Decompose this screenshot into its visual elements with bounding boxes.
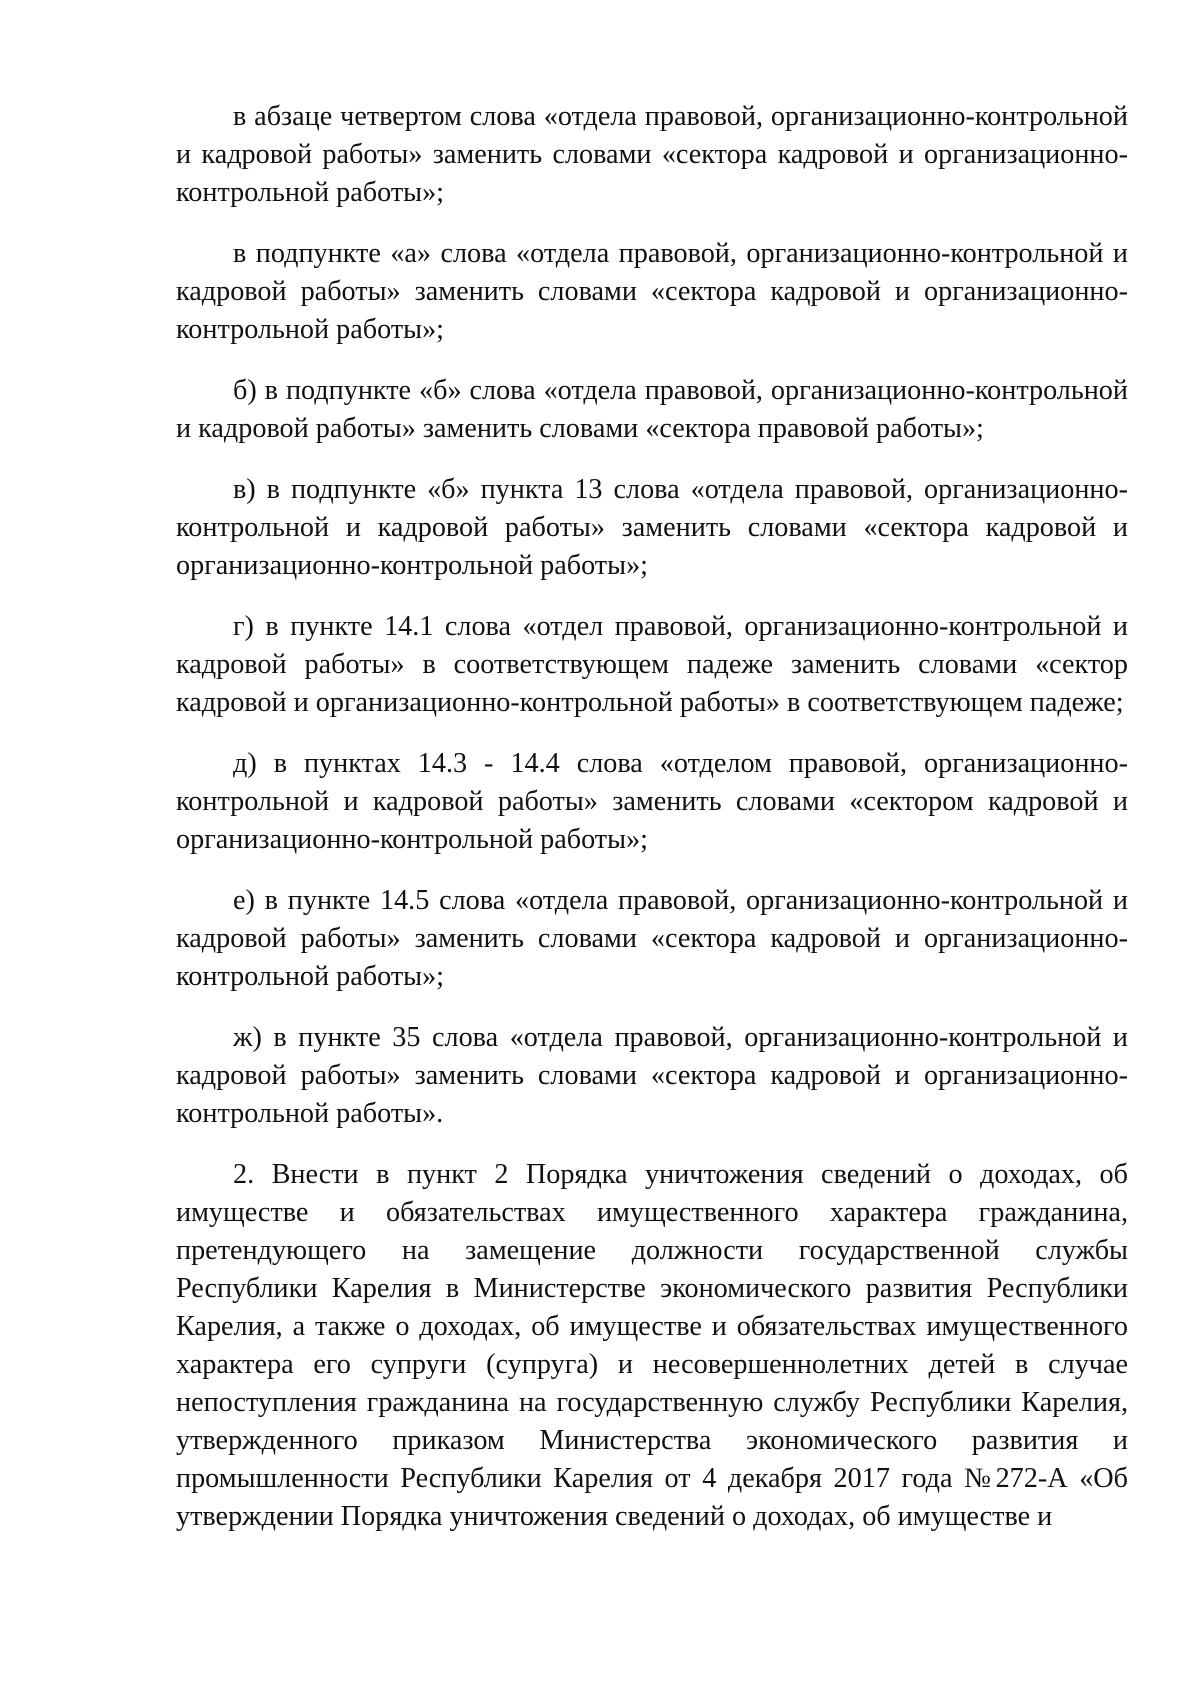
paragraph-b: б) в подпункте «б» слова «отдела правовой, организационно-контрольной и кадровой работы» заменить словами «сектора правовой работы»;	[176, 375, 1128, 444]
paragraph-podpunkt-a: в подпункте «а» слова «отдела правовой, организационно-контрольной и кадровой работы» заменить словами «сектора кадровой и организационно-контрольной работы»;	[176, 238, 1128, 345]
paragraph-g: г) в пункте 14.1 слова «отдел правовой, организационно-контрольной и кадровой работы» в соответствующем падеже заменить словами «сектор кадровой и организационно-контрольной работы» в соответствующем падеже;	[176, 611, 1128, 718]
paragraph-zh: ж) в пункте 35 слова «отдела правовой, организационно-контрольной и кадровой работы» заменить словами «сектора кадровой и организационно-контрольной работы».	[176, 1022, 1128, 1129]
paragraph-d: д) в пунктах 14.3 - 14.4 слова «отделом правовой, организационно-контрольной и кадровой работы» заменить словами «сектором кадровой и организационно-контрольной работы»;	[176, 748, 1128, 855]
paragraph-v: в) в подпункте «б» пункта 13 слова «отдела правовой, организационно-контрольной и кадровой работы» заменить словами «сектора кадровой и организационно-контрольной работы»;	[176, 474, 1128, 581]
document-body	[176, 98, 1128, 1559]
paragraph-abzats-chetvertyi: в абзаце четвертом слова «отдела правовой, организационно-контрольной и кадровой работы» заменить словами «сектора кадровой и организационно-контрольной работы»;	[176, 101, 1128, 208]
paragraph-e: е) в пункте 14.5 слова «отдела правовой, организационно-контрольной и кадровой работы» заменить словами «сектора кадровой и организационно-контрольной работы»;	[176, 885, 1128, 992]
paragraph-punkt-2: 2. Внести в пункт 2 Порядка уничтожения сведений о доходах, об имуществе и обязательствах имущественного характера гражданина, претендующего на замещение должности государственной службы Республики Карелия в Министерстве экономического развития Республики Карелия, а также о доходах, об имуществе и обязательствах имущественного характера его супруги (супруга) и несовершеннолетних детей в случае непоступления гражданина на государственную службу Республики Карелия, утвержденного приказом Министерства экономического развития и промышленности Республики Карелия от 4 декабря 2017 года №272-А «Об утверждении Порядка уничтожения сведений о доходах, об имуществе и	[176, 1159, 1128, 1532]
